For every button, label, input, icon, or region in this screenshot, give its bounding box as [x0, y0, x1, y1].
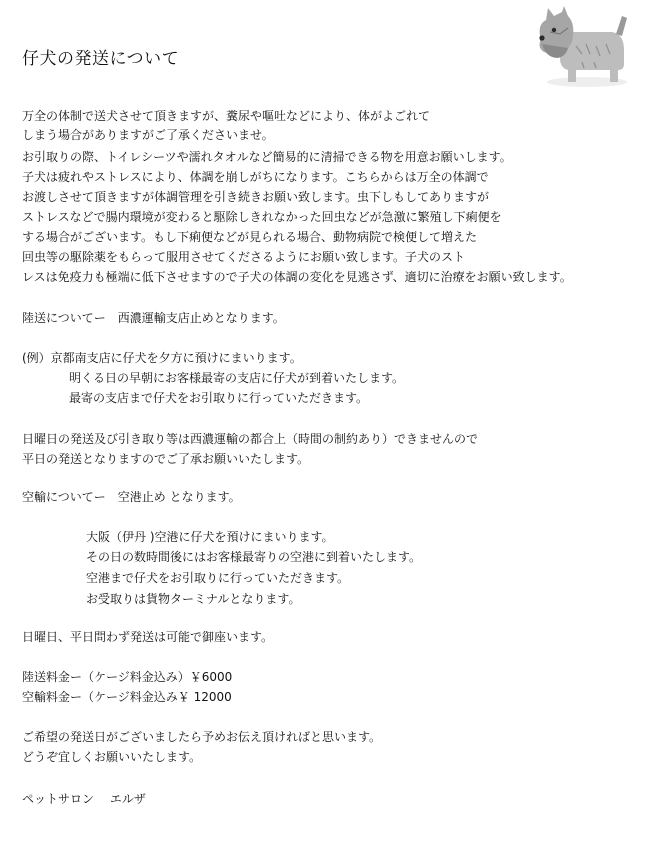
page-title: 仔犬の発送について [22, 49, 180, 69]
intro-line: 子犬は疲れやストレスにより、体調を崩しがちになります。こちらからは万全の体調で [22, 170, 489, 184]
signature: ペットサロン エルザ [22, 792, 146, 806]
land-fee: 陸送料金ー（ケージ料金込み）￥6000 [22, 670, 233, 684]
air-step: その日の数時間後にはお客様最寄りの空港に到着いたします。 [86, 550, 422, 564]
air-step: お受取りは貨物ターミナルとなります。 [86, 592, 301, 606]
air-heading: 空輸についてー 空港止め となります。 [22, 490, 241, 504]
intro-line: レスは免疫力も極端に低下させますので子犬の体調の変化を見逃さず、適切に治療をお願い致します。 [22, 270, 572, 284]
intro-line: 回虫等の駆除薬をもらって服用させてくださるようにお願い致します。子犬のスト [22, 250, 466, 264]
land-note: 平日の発送となりますのでご了承お願いいたします。 [22, 452, 310, 466]
closing-line: どうぞ宜しくお願いいたします。 [22, 750, 202, 764]
intro-line: 万全の体制で送犬させて頂きますが、糞尿や嘔吐などにより、体がよごれて [22, 109, 431, 123]
land-step: 明くる日の早朝にお客様最寄の支店に仔犬が到着いたします。 [69, 371, 405, 385]
air-note: 日曜日、平日問わず発送は可能で御座います。 [22, 630, 274, 644]
land-heading: 陸送についてー 西濃運輸支店止めとなります。 [22, 311, 285, 325]
land-example: (例）京都南支店に仔犬を夕方に預けにまいります。 [22, 351, 302, 365]
air-step: 大阪（伊丹 )空港に仔犬を預けにまいります。 [86, 530, 334, 544]
closing-line: ご希望の発送日がございましたら予めお伝え頂ければと思います。 [22, 730, 382, 744]
land-note: 日曜日の発送及び引き取り等は西濃運輸の都合上（時間の制約あり）できませんので [22, 432, 479, 446]
air-step: 空港まで仔犬をお引取りに行っていただきます。 [86, 571, 350, 585]
intro-line: する場合がございます。もし下痢便などが見られる場合、動物病院で検便して増えた [22, 230, 478, 244]
intro-line: お渡しさせて頂きますが体調管理を引き続きお願い致します。虫下しもしてありますが [22, 190, 490, 204]
intro-line: ストレスなどで腸内環境が変わると駆除しきれなかった回虫などが急激に繁殖し下痢便を [22, 210, 502, 224]
intro-line: お引取りの際、トイレシーツや濡れタオルなど簡易的に清掃できる物を用意お願いします。 [22, 150, 512, 164]
scottish-terrier-icon [532, 2, 630, 88]
intro-line: しまう場合がありますがご了承くださいませ。 [22, 128, 274, 142]
air-fee: 空輸料金ー（ケージ料金込み￥ 12000 [22, 690, 232, 704]
land-step: 最寄の支店まで仔犬をお引取りに行っていただきます。 [69, 391, 369, 405]
